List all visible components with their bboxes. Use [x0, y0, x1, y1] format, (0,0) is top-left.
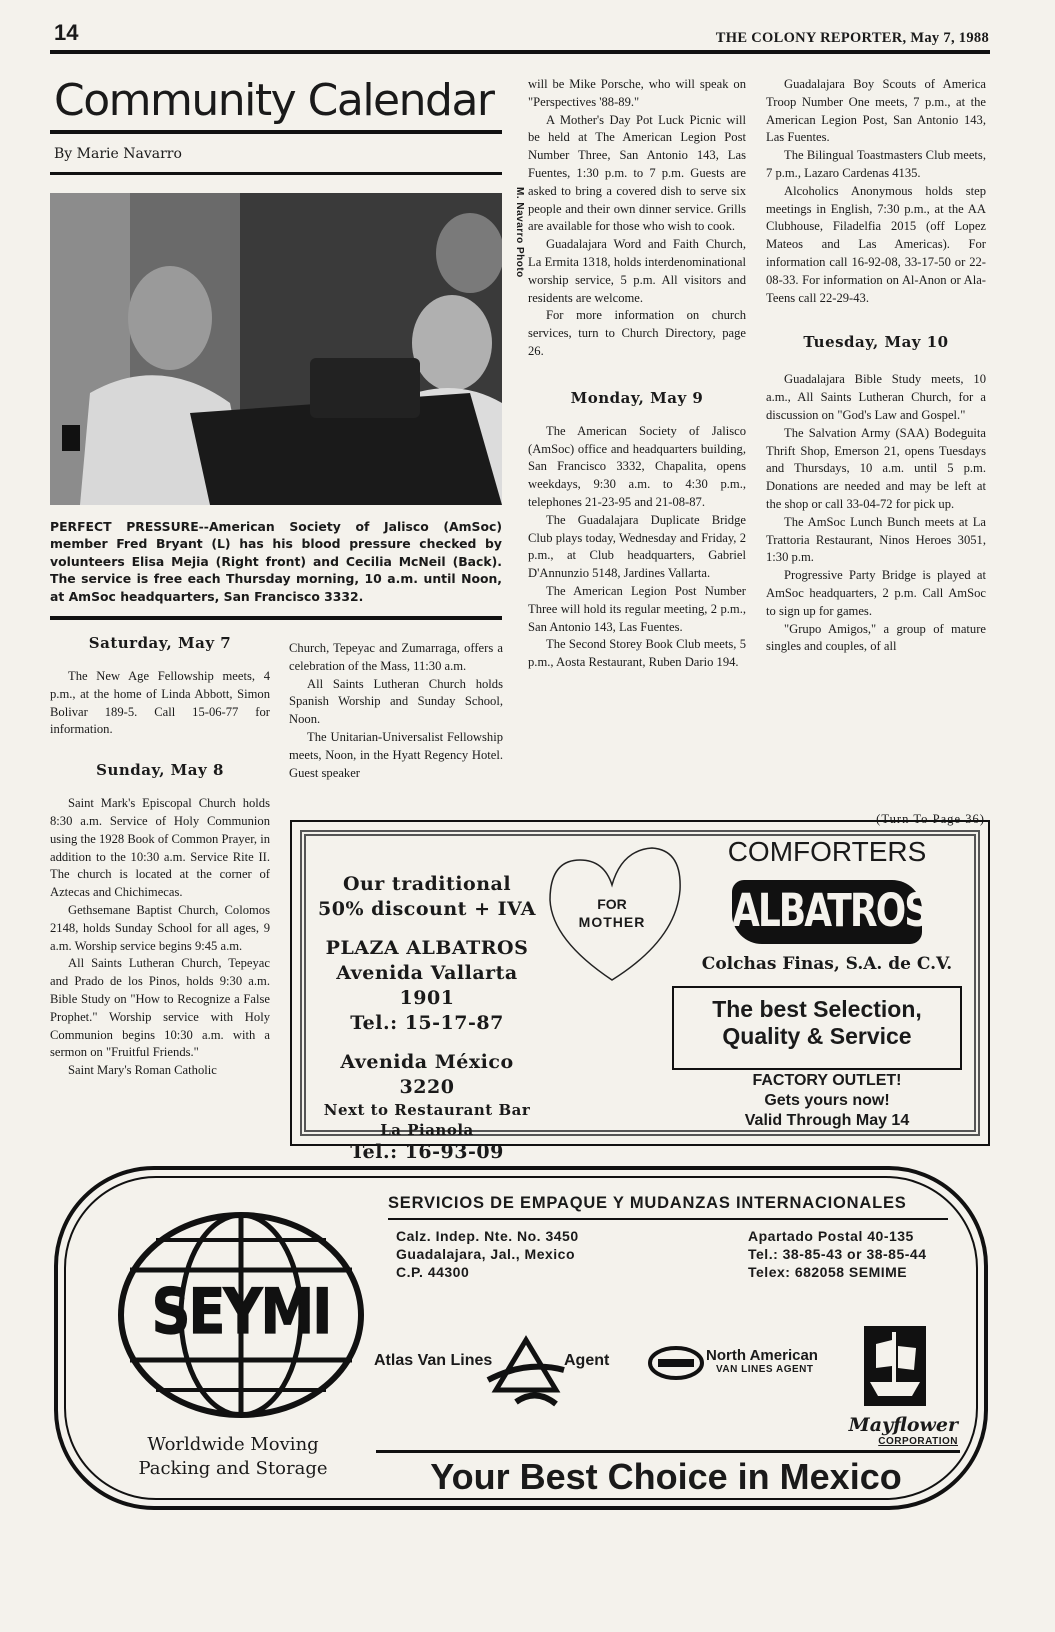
outlet-line1: FACTORY OUTLET! [752, 1072, 902, 1089]
seymi-po1: Apartado Postal 40-135 [748, 1228, 914, 1244]
tuesday-paragraph: Guadalajara Bible Study meets, 10 a.m., All Saints Lutheran Church, for a discussion on "God's Law and Gospel." [766, 372, 986, 422]
seymi-address1: Calz. Indep. Nte. No. 3450 [396, 1228, 579, 1244]
store2-near1: Next to Restaurant Bar [323, 1101, 531, 1119]
sunday-paragraph: All Saints Lutheran Church, Tepeyac and Prado de los Pinos, holds 9:30 a.m. Bible Study on "How to Recognize a False Prophet." Worship service with Holy Communion begins 10:30 a.m. with a sermon on "Fruitful Friends." [50, 956, 270, 1060]
photo-credit: M. Navarro Photo [514, 187, 525, 278]
slogan-line1: The best Selection, [712, 996, 922, 1022]
saturday-paragraph: The New Age Fellowship meets, 4 p.m., at the home of Linda Abbott, Simon Bolivar 189-5. Call 15-06-77 for information. [50, 669, 270, 737]
store1-name: PLAZA ALBATROS [325, 937, 529, 959]
north-american-line2: VAN LINES AGENT [716, 1364, 814, 1375]
company-name: Colchas Finas, S.A. de C.V. [701, 954, 953, 974]
col4-paragraph: Alcoholics Anonymous holds step meetings in English, 7:30 p.m., at the AA Clubhouse, Filadelfia 2015 (off Lopez Mateos and Las Americas). For information call 16-92-08, 33-17-50 or 22-08-33. For information on Al-Anon or Ala-Teens call 22-29-43. [766, 183, 986, 305]
col2-paragraph: The Unitarian-Universalist Fellowship meets, Noon, in the Hyatt Regency Hotel. Guest speaker [289, 729, 503, 780]
paper-title: THE COLONY REPORTER, May 7, 1988 [715, 30, 989, 46]
header-rule [50, 50, 990, 54]
tuesday-paragraph: Progressive Party Bridge is played at AmSoc headquarters, 2 p.m. Call AmSoc to sign up for games. [766, 568, 986, 618]
store2-tel: Tel.: 16-93-09 [350, 1141, 504, 1163]
news-photo [50, 193, 502, 505]
seymi-tagline2: Packing and Storage [138, 1458, 328, 1479]
tuesday-paragraph: "Grupo Amigos," a group of mature singles and couples, of all [766, 621, 986, 654]
col2-paragraph: Church, Tepeyac and Zumarraga, offers a celebration of the Mass, 11:30 a.m. [289, 641, 503, 673]
col4-paragraph: Guadalajara Boy Scouts of America Troop Number One meets, 7 p.m., at the American Legion Post, San Antonio 143, Las Fuentes. [766, 77, 986, 145]
turn-to-page: (Turn To Page 36) [876, 812, 985, 826]
brand-heading: COMFORTERS [727, 836, 927, 867]
sunday-paragraph: Saint Mark's Episcopal Church holds 8:30 a.m. Service of Holy Communion using the 1928 Book of Common Prayer, in addition to the 10:30 a.m. Service Rite II. The church is located at the corner of Aztecas and Chichimecas. [50, 796, 270, 900]
page-number: 14 [54, 20, 79, 45]
offer-line1: Our traditional [342, 873, 512, 895]
offer-line2: 50% discount + IVA [318, 898, 536, 920]
north-american-logo-icon [648, 1346, 704, 1380]
seymi-logo: SEYMI [151, 1275, 331, 1348]
monday-paragraph: The American Legion Post Number Three will hold its regular meeting, 2 p.m., San Antonio 143, Las Fuentes. [528, 583, 746, 634]
mayflower-corporation: CORPORATION [878, 1436, 958, 1447]
agent-label: Agent [564, 1352, 610, 1369]
tuesday-paragraph: The AmSoc Lunch Bunch meets at La Trattoria Restaurant, Ninos Heroes 3051, 1:30 p.m. [766, 514, 986, 565]
photo-illustration [50, 193, 502, 505]
north-american-line1: North American [706, 1347, 818, 1364]
column-2 [289, 640, 503, 782]
col3-paragraph: Guadalajara Word and Faith Church, La Ermita 1318, holds interdenominational worship service, 5 p.m. All visitors and residents are welcome. [528, 237, 746, 305]
sunday-paragraph: Gethsemane Baptist Church, Colomos 2148, holds Sunday School for all ages, 9 a.m. Worship service begins 9:45 a.m. [50, 902, 270, 953]
sunday-heading: Sunday, May 8 [96, 761, 224, 780]
mayflower-ship-icon [864, 1326, 926, 1406]
photo-caption: PERFECT PRESSURE--American Society of Jalisco (AmSoc) member Fred Bryant (L) has his blood pressure checked by volunteers Elisa Mejia (Right front) and Cecilia McNeil (Back). The service is free each Thursday morning, 10 a.m. until Noon, at AmSoc headquarters, San Francisco 3332. [50, 519, 502, 604]
col3-paragraph: For more information on church services, turn to Church Directory, page 26. [528, 308, 746, 358]
store2-address: Avenida México 3220 [340, 1051, 514, 1098]
column-title: Community Calendar [54, 75, 494, 126]
albatros-left-block [312, 872, 542, 1165]
monday-paragraph: The Second Storey Book Club meets, 5 p.m., Aosta Restaurant, Ruben Dario 194. [528, 637, 746, 670]
caption-rule [50, 616, 502, 620]
seymi-address2: Guadalajara, Jal., Mexico [396, 1246, 576, 1262]
sunday-paragraph: Saint Mary's Roman Catholic [68, 1063, 217, 1078]
albatros-logo [732, 880, 929, 944]
col2-paragraph: All Saints Lutheran Church holds Spanish Worship and Sunday School, Noon. [289, 676, 503, 727]
monday-paragraph: The Guadalajara Duplicate Bridge Club plays today, Wednesday and Friday, 2 p.m., at Club headquarters, Gabriel D'Annunzio 5148, Jardines Vallarta. [528, 512, 746, 581]
seymi-slogan-rule [376, 1450, 960, 1453]
atlas-logo-icon [486, 1330, 566, 1410]
saturday-heading: Saturday, May 7 [88, 634, 232, 652]
atlas-label: Atlas Van Lines [374, 1352, 493, 1369]
tuesday-heading: Tuesday, May 10 [803, 333, 949, 352]
byline-rule [50, 172, 502, 175]
outlet-line3: Valid Through May 14 [744, 1112, 910, 1129]
store1-address: Avenida Vallarta 1901 [336, 962, 518, 1009]
seymi-po2: Tel.: 38-85-43 or 38-85-44 [748, 1246, 927, 1262]
seymi-heading: SERVICIOS DE EMPAQUE Y MUDANZAS INTERNACIONALES [388, 1194, 907, 1212]
col3-paragraph: A Mother's Day Pot Luck Picnic will be held at The American Legion Post Number Three, San Antonio 143, Las Fuentes, 1:30 p.m. to 7 p.m. Guests are asked to bring a covered dish to serve six people and their own dinner service. Grills are available for those who wish to cook. [528, 112, 746, 234]
seymi-tagline1: Worldwide Moving [147, 1434, 319, 1455]
col3-paragraph: will be Mike Porsche, who will speak on "Perspectives '88-89." [528, 77, 746, 109]
seymi-address3: C.P. 44300 [396, 1264, 470, 1280]
store1-tel: Tel.: 15-17-87 [350, 1012, 504, 1034]
seymi-po3: Telex: 682058 SEMIME [748, 1264, 908, 1280]
title-rule [50, 130, 502, 134]
slogan-box [672, 986, 962, 1070]
tuesday-paragraph: The Salvation Army (SAA) Bodeguita Thrift Shop, Emerson 21, opens Tuesdays and Thursdays, 10 a.m. until 5 p.m. Donations are needed and may be left at the shop or call 33-04-72 for pick up. [766, 425, 986, 511]
seymi-heading-rule [388, 1218, 948, 1220]
albatros-logo-text: ALBATROS [732, 885, 929, 937]
slogan-line2: Quality & Service [722, 1023, 912, 1049]
col4-paragraph: The Bilingual Toastmasters Club meets, 7 p.m., Lazaro Cardenas 4135. [766, 148, 986, 180]
outlet-line2: Gets yours now! [764, 1092, 890, 1109]
column-4 [766, 76, 986, 656]
seymi-ad [54, 1166, 988, 1510]
column-1 [50, 624, 270, 1080]
monday-paragraph: The American Society of Jalisco (AmSoc) office and headquarters building, San Francisco 3332, Chapalita, opens weekdays, 9:30 a.m. to 4:30 p.m., telephones 21-23-95 and 21-08-87. [528, 423, 746, 509]
byline: By Marie Navarro [54, 146, 182, 162]
store2-near2: La Pianola [380, 1121, 474, 1139]
mayflower-label: Mayflower [848, 1414, 958, 1436]
monday-heading: Monday, May 9 [570, 388, 704, 407]
seymi-slogan: Your Best Choice in Mexico [430, 1456, 902, 1497]
column-3 [528, 76, 746, 672]
heart-line2: MOTHER [578, 914, 646, 930]
heart-line1: FOR [597, 896, 627, 912]
albatros-ad [290, 820, 990, 1163]
